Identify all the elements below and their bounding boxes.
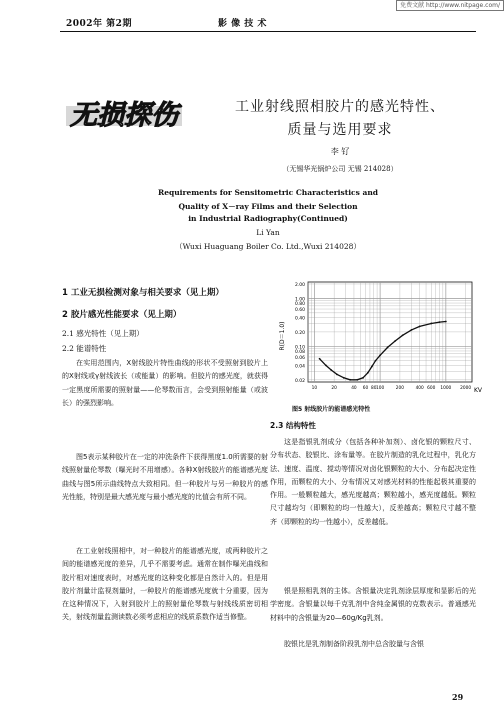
chart-x-tick-label: 80 [371,386,377,391]
chart-y-tick-label: 0.40 [294,316,305,322]
spectral-sensitivity-chart [276,276,482,398]
chart-data-point [330,369,332,371]
chart-x-tick-label: 200 [395,386,404,391]
chart-x-tick-label: 2000 [460,386,472,391]
title-en-line1: Requirements for Sensitometric Characteristics and [157,188,379,197]
chart-series-points [319,321,447,381]
chart-y-tick-label: 0.02 [294,378,305,384]
chart-data-point [387,346,389,348]
header-rule [60,31,476,32]
chart-y-tick-label: 0.80 [294,302,305,308]
chart-data-point [439,321,441,323]
author-zh: 李 钌 [330,147,350,156]
chart-data-point [336,373,338,375]
chart-y-tick-label: 0.04 [294,364,305,370]
title-en-line2: Quality of X－ray Films and their Selection [178,202,358,211]
column-logo [64,92,184,134]
chart-data-point [419,326,421,328]
section-1-heading: 1 工业无损检测对象与相关要求（见上期） [62,288,224,298]
title-zh-line2: 质量与选用要求 [287,122,393,138]
chart-data-point [379,354,381,356]
chart-x-tick-label: 10 [311,386,318,391]
chart-data-point [394,340,396,342]
chart-grid [308,282,472,382]
chart-x-tick-label: 20 [331,386,337,391]
chart-data-point [343,377,345,379]
chart-data-point [362,377,364,379]
chart-x-tick-label: 600 [427,386,436,391]
chart-data-point [445,321,447,323]
journal-issue-header: 2002年 第2期 [66,19,132,29]
chart-data-point [411,329,413,331]
chart-x-tick-label: 40 [351,386,357,391]
page-number: 29 [452,692,464,702]
chart-data-point [319,358,321,360]
journal-name-header: 影 像 技 术 [218,19,267,29]
affiliation-zh: （无锡华光锅炉公司 无锡 214028） [282,165,398,173]
chart-data-point [371,366,373,368]
chart-y-axis-label: R(D＝1.0) [279,321,286,351]
chart-data-point [349,379,351,381]
chart-x-tick-label: 400 [415,386,424,391]
chart-x-tick-label: 1000 [440,386,452,391]
chart-y-tick-label: 0.08 [294,349,305,355]
chart-y-tick-label: 0.10 [294,345,305,351]
chart-x-axis-label: KV [474,387,482,394]
chart-y-tick-label: 0.20 [294,330,305,336]
chart-y-ticks [295,282,305,384]
section-2-heading: 2 胶片感光性能要求（见上期） [62,310,182,320]
chart-data-point [375,360,377,362]
chart-x-tick-label: 100 [376,386,385,391]
paragraph-right-3: 胶银比是乳剂制备阶段乳剂中总含胶量与含银 [284,640,424,648]
affiliation-en: （Wuxi Huaguang Boiler Co. Ltd.,Wuxi 214028） [175,242,361,251]
paragraph-left-3: 在工业射线照相中，对一种胶片的能谱感光度，或两种胶片之间的能谱感光度的差异，几乎不需要考虑。通常在制作曝光曲线和胶片相对速度表时，对感光度的这种变化都是自然计入的。但是用胶片剂量计监视剂量时，一种胶片的能谱感光度就十分重要，因为在这种情况下，入射到胶片上的照射量伦琴数与射线线质密切相关，射线剂量监测读数必须考虑相应的线质系数作适当修整。 [62,547,268,622]
chart-y-tick-label: 2.00 [294,282,305,288]
chart-data-point [402,334,404,336]
chart-data-point [430,323,432,325]
chart-x-tick-label: 60 [362,386,369,391]
paragraph-left-1: 在实用范围内，X射线胶片特性曲线的形状不受照射到胶片上的X射线或γ射线波长（或能量）的影响。但胶片的感光度，就获得一定黑度所需要的照射量——伦琴数而言，会受到照射能量（或波长）的强烈影响。 [62,359,268,407]
chart-x-ticks [312,385,472,391]
title-zh-line1: 工业射线照相胶片的感光特性、 [235,99,445,115]
section-2-2-heading: 2.2 能谱特性 [62,344,107,353]
title-en-line3: in Industrial Radiography(Continued) [188,214,348,223]
chart-series-line [320,322,446,380]
chart-y-tick-label: 0.60 [294,308,305,314]
chart-data-point [325,364,327,366]
figure-caption: 图5 射线胶片的能谱感光特性 [292,406,371,413]
section-2-3-heading: 2.3 结构特性 [270,421,316,430]
paragraph-right-2: 银是照相乳剂的主体。含银量决定乳剂涂层厚度和显影后的光学密度。含银量以每千克乳剂中含纯金属银的克数表示。普通感光材料中的含银量为20—60g/Kg乳剂。 [270,587,476,622]
paragraph-right-1: 这是指银乳剂成分（包括各种补加剂）、卤化银的颗粒尺寸、分布状态、胶银比、涂布量等。在胶片制造的乳化过程中，乳化方法、速度、温度、搅动等情况对卤化银颗粒的大小、分布起决定性作用，而颗粒的大小、分布情况又对感光材料的性能起极其重要的作用。一般颗粒越大，感光度越高；颗粒越小，感光度越低。颗粒尺寸越均匀（即颗粒的均一性越大），反差越高；颗粒尺寸越不整齐（即颗粒的均一性越小），反差越低。 [270,438,476,526]
chart-data-point [356,379,358,381]
watermark-badge: 免费文献 http://www.nitpage.com/ [396,0,504,11]
chart-y-tick-label: 1.00 [294,297,305,303]
chart-y-tick-label: 0.06 [294,355,305,361]
paragraph-left-2: 图5表示某种胶片在一定的冲洗条件下获得黑度1.0所需要的射线照射量伦琴数（曝光时不用增感）。各种X射线胶片的能谱感光度曲线与图5所示曲线特点大致相同。但一种胶片与另一种胶片的感光性能，特别是最大感光度与最小感光度的比值会有所不同。 [62,453,268,501]
section-2-1-heading: 2.1 感光特性（见上期） [62,329,144,338]
chart-data-point [367,372,369,374]
logo-text: 无损探伤 [70,100,178,131]
author-en: Li Yan [256,228,280,237]
